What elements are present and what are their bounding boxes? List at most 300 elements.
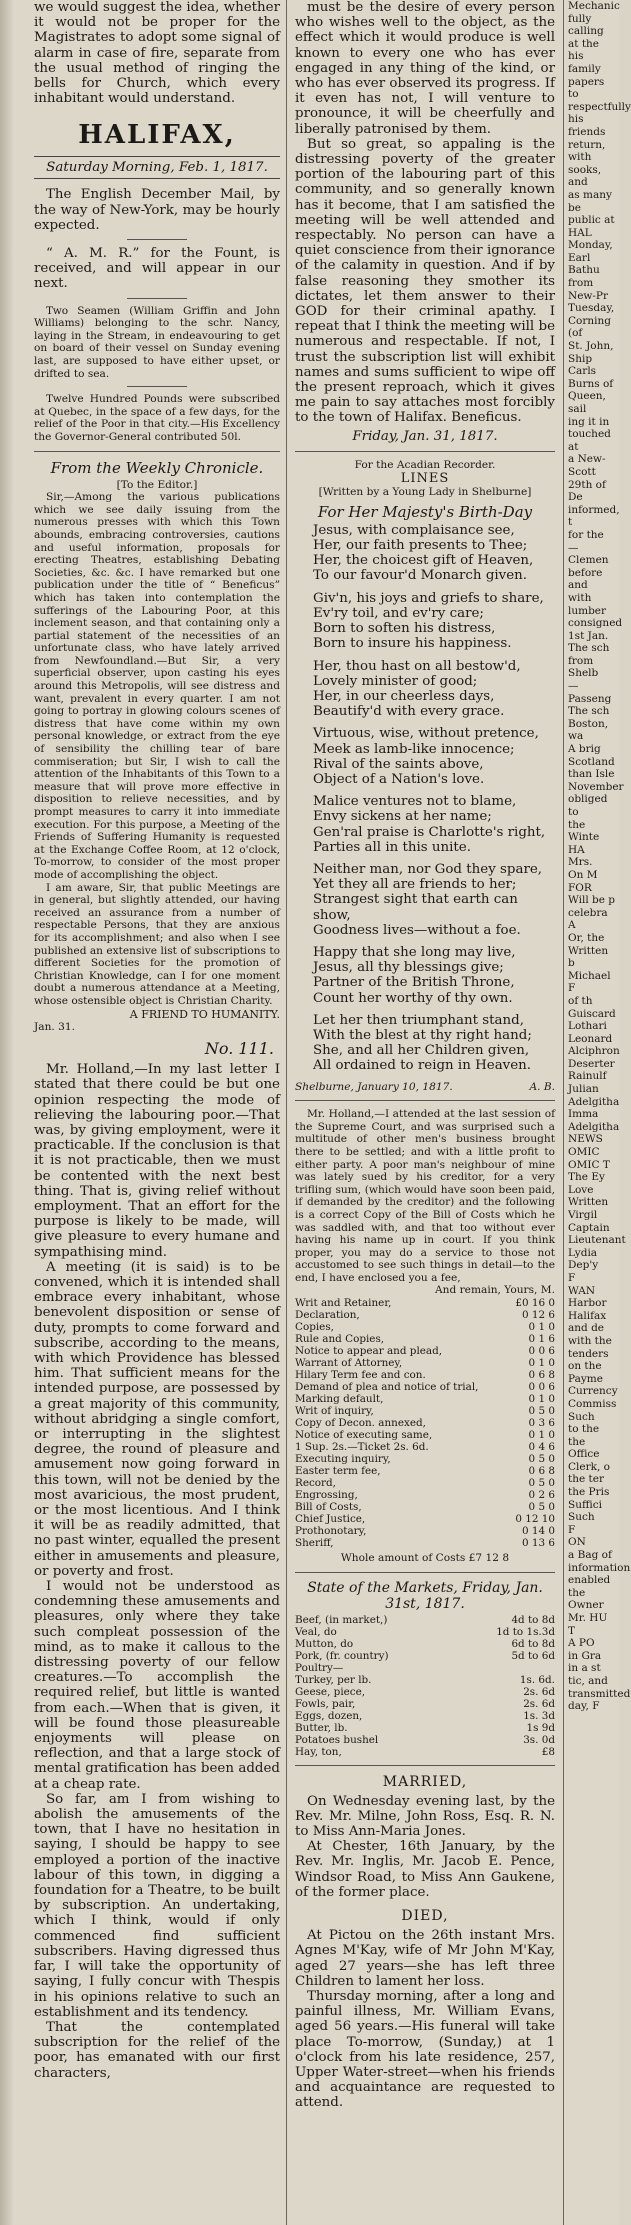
bill-row xyxy=(295,1405,555,1417)
divider xyxy=(127,298,187,299)
fragment-line: with the xyxy=(568,1334,612,1347)
fragment-line: Julian xyxy=(568,1083,599,1096)
market-item: Veal, do xyxy=(295,1625,337,1638)
weekly-signature: A FRIEND TO HUMANITY. xyxy=(129,1007,280,1021)
fragment-line: the Pris xyxy=(568,1486,610,1499)
fragment-line: Clerk, o xyxy=(568,1460,610,1473)
market-price xyxy=(455,1662,555,1674)
bill-item: Notice of executing same, xyxy=(295,1429,433,1442)
died-entry: Thursday morning, after a long and painful illness, Mr. William Evans, aged 56 years.—His funeral will take place To-morrow, (Sunday,) at 1 o'clock from his late residence, 257, Upper Water-street—when his friends and acquaintance are requested to attend. xyxy=(295,1988,555,2111)
fragment-line: ing it in xyxy=(568,415,610,428)
bill-row xyxy=(295,1501,555,1513)
bill-item: Notice to appear and plead, xyxy=(295,1345,443,1358)
fragment-line: consigned xyxy=(568,617,623,630)
bill-item: Rule and Copies, xyxy=(295,1333,385,1346)
bill-row xyxy=(295,1333,555,1345)
fragment-line: sooks, and xyxy=(568,163,602,189)
bill-item: Hilary Term fee and con. xyxy=(295,1369,426,1382)
bill-row xyxy=(295,1429,555,1441)
bill-row xyxy=(295,1321,555,1333)
fragment-line: Lothari xyxy=(568,1020,607,1033)
bill-row xyxy=(295,1309,555,1321)
fragment-line: HA xyxy=(568,843,585,856)
letter-paragraph: I would not be understood as condemning these amusements and pleasures, only where they take such compleat possession of the mind, as to make it callous to the distressing poverty of our fellow creatures.—To accomplish the required relief, but little is wanted from each.—When that is given, it will be found those pleasureable enjoyments will please on reflection, and that a large stock of mental gratification has been added at a cheap rate. xyxy=(34,1579,280,1792)
bill-amount: 0 12 6 xyxy=(521,1309,555,1322)
married-list xyxy=(295,1794,555,1900)
bill-item: Record, xyxy=(295,1477,336,1490)
divider xyxy=(295,1100,555,1101)
fragment-line: Harbor xyxy=(568,1297,607,1310)
fragment-line: return, with xyxy=(568,138,606,164)
bill-amount: 0 2 6 xyxy=(528,1489,555,1502)
bill-row xyxy=(295,1537,555,1549)
fragment-line: in Gra xyxy=(568,1649,602,1662)
market-item: Beef, (in market,) xyxy=(295,1613,388,1626)
divider xyxy=(295,451,555,452)
bill-item: Copies, xyxy=(295,1321,334,1334)
poem-stanza xyxy=(313,794,555,855)
market-item: Hay, ton, xyxy=(295,1745,342,1758)
bill-closing: And remain, Yours, M. xyxy=(435,1284,555,1297)
fragment-line: Alciphron xyxy=(568,1045,620,1058)
fragment-line: OMIC T xyxy=(568,1158,610,1171)
fragment-line: A PO xyxy=(568,1637,595,1650)
bill-amount: 0 1 0 xyxy=(528,1357,555,1370)
bill-item: Chief Justice, xyxy=(295,1513,366,1526)
beneficus-date: Friday, Jan. 31, 1817. xyxy=(352,428,498,444)
fragment-line: fully xyxy=(568,12,592,25)
poem-line: Lovely minister of good; xyxy=(313,673,478,689)
fragment-line: A xyxy=(568,919,576,932)
died-title: DIED, xyxy=(401,1908,449,1925)
fragment-line: Halifax xyxy=(568,1309,607,1322)
fragment-line: Earl Bathu xyxy=(568,251,600,277)
poem-stanza xyxy=(313,862,555,938)
market-price: 1d to 1s.3d xyxy=(496,1625,555,1638)
died-list xyxy=(295,1928,555,2110)
fragment-line: from New-Pr xyxy=(568,277,609,302)
bill-amount: £0 16 0 xyxy=(515,1297,555,1310)
column-rule xyxy=(563,0,564,2225)
bill-amount: 0 1 6 xyxy=(528,1333,555,1346)
fragment-line: On M xyxy=(568,868,598,881)
market-price: 3s. 0d xyxy=(523,1733,555,1746)
seamen-notice: Two Seamen (William Griffin and John Williams) belonging to the schr. Nancy, laying in the Stream, in endeavouring to get on board of their vessel on Sunday evening last, are supposed to have either upset, or drifted to sea. xyxy=(34,304,280,380)
poem-line: Object of a Nation's love. xyxy=(313,771,485,787)
letter-paragraph: That the contemplated subscription for the relief of the poor, has emanated with our first characters, xyxy=(34,2019,280,2081)
weekly-letter-body-2: I am aware, Sir, that public Meetings are in general, but slightly attended, our having received an assurance from a number of respectable Persons, that they are anxious for its accomplishment; and also when I see published an extensive list of subscriptions to different Societies for the promotion of Christian Knowledge, can I for one moment doubt a numerous attendance at a Meeting, whose ostensible object is Christian Charity. xyxy=(34,881,280,1007)
poem-line: Parties all in this unite. xyxy=(313,839,471,855)
fragment-line: FOR xyxy=(568,881,592,894)
poem-line: Count her worthy of thy own. xyxy=(313,990,513,1006)
market-row xyxy=(295,1734,555,1746)
fragment-line: informed, t xyxy=(568,503,620,529)
poem-line: To our favour'd Monarch given. xyxy=(313,568,528,584)
bill-row xyxy=(295,1369,555,1381)
fragment-line: and de xyxy=(568,1322,605,1335)
married-entry: At Chester, 16th January, by the Rev. Mr. Inglis, Mr. Jacob E. Pence, Windsor Road, to Miss Ann Gaukene, of the former place. xyxy=(295,1839,555,1900)
fragment-line: Rainulf xyxy=(568,1070,607,1083)
market-row xyxy=(295,1662,555,1674)
market-price: 1s. 3d xyxy=(523,1709,555,1722)
market-item: Poultry— xyxy=(295,1661,344,1674)
poem-line: With the blest at thy right hand; xyxy=(313,1027,532,1043)
poem-line: Jesus, with complaisance see, xyxy=(313,522,515,538)
fragment-line: 1st Jan. xyxy=(568,629,609,642)
poem-stanza xyxy=(313,523,555,584)
market-item: Eggs, dozen, xyxy=(295,1709,363,1722)
poem-line: She, and all her Children given, xyxy=(313,1043,530,1059)
bill-amount: 0 5 0 xyxy=(528,1477,555,1490)
fragment-line: respectfully xyxy=(568,100,631,113)
market-item: Fowls, pair, xyxy=(295,1697,356,1710)
fragment-line: Such xyxy=(568,1511,595,1524)
market-row xyxy=(295,1626,555,1638)
fragment-line: A brig xyxy=(568,743,601,756)
fragment-line: for the xyxy=(568,528,604,541)
market-item: Butter, lb. xyxy=(295,1721,348,1734)
letter-no111 xyxy=(34,1062,280,2081)
poem-place: Shelburne, January 10, 1817. xyxy=(295,1080,453,1093)
fragment-line: The sch xyxy=(568,642,610,655)
fragment-line: NEWS xyxy=(568,1133,603,1146)
divider xyxy=(127,386,187,387)
market-price: 2s. 6d xyxy=(523,1697,555,1710)
bill-item: Executing inquiry, xyxy=(295,1453,391,1466)
markets-table xyxy=(295,1614,555,1758)
poem-line: Happy that she long may live, xyxy=(313,944,516,960)
fragment-line: a Bag of xyxy=(568,1549,612,1562)
poem-stanza xyxy=(313,726,555,787)
poem-line: Let her then triumphant stand, xyxy=(313,1012,524,1028)
poem-line: Her, the choicest gift of Heaven, xyxy=(313,553,534,569)
fragment-line: in a st xyxy=(568,1662,601,1675)
fragment-line: Mechanic xyxy=(568,0,620,12)
poem-line: Yet they all are friends to her; xyxy=(313,877,517,893)
market-price: 2s. 6d xyxy=(523,1685,555,1698)
poem-line: Partner of the British Throne, xyxy=(313,975,515,991)
divider xyxy=(127,239,187,240)
column-rule xyxy=(286,0,287,2225)
fragment-line: Scotland xyxy=(568,755,615,768)
lines-byline: [Written by a Young Lady in Shelburne] xyxy=(318,486,532,499)
masthead: HALIFAX, xyxy=(78,120,236,151)
market-item: Potatoes bushel xyxy=(295,1733,379,1746)
bill-row xyxy=(295,1381,555,1393)
bill-total: Whole amount of Costs £7 12 8 xyxy=(340,1552,510,1565)
bill-item: Bill of Costs, xyxy=(295,1501,362,1514)
poem-line: Malice ventures not to blame, xyxy=(313,794,517,810)
bill-item: Marking default, xyxy=(295,1393,384,1406)
bill-amount: 0 0 6 xyxy=(528,1381,555,1394)
fragment-line: the Office xyxy=(568,1435,600,1461)
beneficus-paragraph: But so great, so appaling is the distressing poverty of the greater portion of the labouring part of this community, and so generally known has it become, that I am satisfied the meeting will be well attended and respectably. No person can have a quiet conscience from their ignorance of the calamity in question. And if by false reasoning they smother its dictates, let them answer to their GOD for their criminal apathy. I repeat that I think the meeting will be numerous and respectable. If not, I trust the subscription list will exhibit names and sums sufficient to wipe off the present reproach, which it gives me pain to say attaches most forcibly to the town of Halifax. Beneficus. xyxy=(295,136,555,426)
fragment-line: than Isle xyxy=(568,768,615,781)
fragment-line: Lieutenant xyxy=(568,1234,626,1247)
lines-title: LINES xyxy=(400,471,450,487)
font-notice: “ A. M. R.” for the Fount, is received, and will appear in our next. xyxy=(34,246,280,292)
bill-row xyxy=(295,1465,555,1477)
fragment-line: —Passeng xyxy=(568,680,612,705)
bill-amount: 0 12 10 xyxy=(515,1513,555,1526)
bill-item: Engrossing, xyxy=(295,1489,358,1502)
fragment-line: Adelgitha xyxy=(568,1120,620,1133)
poem-line: Goodness lives—without a foe. xyxy=(313,922,521,938)
fragment-line: Ship Carls xyxy=(568,352,597,378)
fragment-line: tenders xyxy=(568,1347,609,1360)
bill-of-costs xyxy=(295,1297,555,1549)
fragment-line: Mr. HU xyxy=(568,1612,608,1624)
fragment-line: Dep'y xyxy=(568,1259,599,1272)
fragment-line: Burns of xyxy=(568,377,614,390)
fragment-line: Deserter xyxy=(568,1057,615,1070)
bill-item: Writ and Retainer, xyxy=(295,1297,392,1310)
market-row xyxy=(295,1686,555,1698)
fragment-line: Written xyxy=(568,1196,609,1209)
bill-amount: 0 6 8 xyxy=(528,1369,555,1382)
fragment-line: with lumber xyxy=(568,591,607,617)
market-item: Mutton, do xyxy=(295,1637,354,1650)
fragment-line: obliged to xyxy=(568,793,608,818)
bill-amount: 0 1 0 xyxy=(528,1429,555,1442)
married-entry: On Wednesday evening last, by the Rev. Mr. Milne, John Ross, Esq. R. N. to Miss Ann-Maria Jones. xyxy=(295,1793,555,1840)
fragment-line: The Ey xyxy=(568,1171,605,1184)
fragment-line: Or, the xyxy=(568,931,605,944)
market-item: Pork, (fr. country) xyxy=(295,1649,389,1662)
bill-item: Writ of inquiry, xyxy=(295,1405,374,1418)
column-middle xyxy=(289,0,561,2225)
fragment-line: public at xyxy=(568,214,615,227)
bill-row xyxy=(295,1357,555,1369)
fragment-line: the Owner xyxy=(568,1586,604,1612)
market-price: 1s 9d xyxy=(526,1721,555,1734)
weekly-letter-body: Sir,—Among the various publications which we see daily issuing from the numerous presses with which this Town abounds, embracing controversies, cautions and useful information, proposals for erecting Theatres, establishing Debating Societies, &c. &c. I have remarked but one publication under the title of “ Beneficus” which has taken into contemplation the sufferings of the Labouring Poor, at this inclement season, and that containing only a partial statement of the necessities of an unfortunate class, who have lately arrived from Newfoundland.—But Sir, a very superficial observer, upon casting his eyes around this Metropolis, will see distress and want, prevalent in every quarter. I am not going to portray in glowing colours scenes of distress that have come within my own personal knowledge, or extract from the eye of sensibility the chilling tear of bare commiseration; but Sir, I wish to call the attention of the Inhabitants of this Town to a measure that will prove more effective in disposition to relieve necessities, and by prompt measures to carry it into immediate execution. For this purpose, a Meeting of the Friends of Suffering Humanity is requested at the Exchange Coffee Room, at 12 o'clock, To-morrow, to consider of the most proper mode of accomplishing the object. xyxy=(34,491,280,881)
bill-row xyxy=(295,1453,555,1465)
bill-item: Warrant of Attorney, xyxy=(295,1357,403,1370)
fragment-line: Monday, xyxy=(568,239,613,252)
markets-title: State of the Markets, Friday, Jan. 31st, 1817. xyxy=(307,1579,543,1612)
poem-line: Virtuous, wise, without pretence, xyxy=(313,726,539,742)
fragment-line: on the xyxy=(568,1360,602,1373)
fragment-line: a New-Scott xyxy=(568,453,606,478)
bill-item: Copy of Decon. annexed, xyxy=(295,1417,426,1430)
bill-row xyxy=(295,1441,555,1453)
poem-initials: A. B. xyxy=(529,1080,555,1093)
bill-item: 1 Sup. 2s.—Ticket 2s. 6d. xyxy=(295,1441,429,1454)
lead-paragraph: we would suggest the idea, whether it would not be proper for the Magistrates to adopt some signal of alarm in case of fire, separate from the usual method of ringing the bells for Church, which every inhabitant would understand. xyxy=(34,0,280,107)
fragment-line: HAL xyxy=(568,226,592,239)
poem-stanza xyxy=(313,1013,555,1074)
fragment-line: Will be p xyxy=(568,894,616,907)
fragment-line: Boston, wa xyxy=(568,717,609,743)
poem-stanza xyxy=(313,591,555,652)
bill-item: Easter term fee, xyxy=(295,1465,381,1478)
bill-row xyxy=(295,1477,555,1489)
fragment-line: before and xyxy=(568,566,603,592)
weekly-to-editor: [To the Editor.] xyxy=(116,478,198,491)
letter-paragraph: Mr. Holland,—In my last letter I stated that there could be but one opinion respecting the mode of relieving the labouring poor.—That was, by giving employment, were it practicable. If the conclusion is that it is not practicable, then we must be contented with the next best thing. That is, giving relief without employment. That an effort for the purpose is likely to be made, will give pleasure to every humane and sympathising mind. xyxy=(34,1062,280,1260)
poem-line: Envy sickens at her name; xyxy=(313,809,492,825)
quebec-notice: Twelve Hundred Pounds were subscribed at Quebec, in the space of a few days, for the relief of the Poor in that city.—His Excellency the Governor-General contributed 50l. xyxy=(34,393,280,443)
fragment-line: transmitted xyxy=(568,1687,631,1700)
fragment-line: papers to xyxy=(568,75,605,101)
market-row xyxy=(295,1674,555,1686)
fragment-line: his friends xyxy=(568,113,606,138)
fragment-line: Corning (of xyxy=(568,314,611,340)
market-item: Turkey, per lb. xyxy=(295,1673,372,1686)
market-row xyxy=(295,1650,555,1662)
bill-row xyxy=(295,1393,555,1405)
fragment-line: Adelgitha xyxy=(568,1095,620,1108)
market-row xyxy=(295,1746,555,1758)
letter-number: No. 111. xyxy=(204,1039,274,1059)
poem xyxy=(295,523,555,1074)
bill-amount: 0 5 0 xyxy=(528,1501,555,1514)
fragment-line: information xyxy=(568,1561,631,1574)
fragment-line: tic, and xyxy=(568,1674,608,1687)
fragment-line: Commiss xyxy=(568,1397,617,1410)
column-right-fragment xyxy=(566,0,631,2225)
dateline: Saturday Morning, Feb. 1, 1817. xyxy=(34,156,280,179)
bill-amount: 0 3 6 xyxy=(528,1417,555,1430)
fragment-line: Leonard xyxy=(568,1032,613,1045)
fragment-line: F xyxy=(568,1271,576,1284)
fragment-line: Virgil xyxy=(568,1209,598,1221)
market-row xyxy=(295,1722,555,1734)
fragment-line: to the xyxy=(568,1423,600,1436)
market-price: 5d to 6d xyxy=(511,1649,555,1662)
weekly-date: Jan. 31. xyxy=(34,1020,75,1033)
market-price: 6d to 8d xyxy=(511,1637,555,1650)
lines-for: For the Acadian Recorder. xyxy=(354,458,496,471)
bill-row xyxy=(295,1489,555,1501)
bill-row xyxy=(295,1525,555,1537)
bill-row xyxy=(295,1513,555,1525)
fragment-line: Guiscard xyxy=(568,1007,616,1020)
market-row xyxy=(295,1614,555,1626)
died-entry: At Pictou on the 26th instant Mrs. Agnes M'Kay, wife of Mr John M'Kay, aged 27 years—she has left three Children to lament her loss. xyxy=(295,1928,555,1989)
poem-line: Ev'ry toil, and ev'ry care; xyxy=(313,605,484,621)
poem-stanza xyxy=(313,659,555,720)
poem-line: Born to soften his distress, xyxy=(313,621,496,637)
fragment-line: WAN xyxy=(568,1284,596,1297)
poem-line: Strangest sight that earth can show, xyxy=(313,892,518,923)
poem-line: Rival of the saints above, xyxy=(313,756,484,772)
fragment-line: Queen, sail xyxy=(568,390,606,415)
market-row xyxy=(295,1638,555,1650)
bill-amount: 0 13 6 xyxy=(521,1537,555,1550)
poem-stanza xyxy=(313,945,555,1006)
fragment-line: his family xyxy=(568,50,601,75)
poem-line: Her, in our cheerless days, xyxy=(313,688,495,704)
fragment-line: Such xyxy=(568,1410,595,1423)
beneficus-paragraph: must be the desire of every person who wishes well to the object, as the effect which it would produce is well known to every one who has ever engaged in any thing of the kind, or who has ever observed its progress. If it even has not, I will venture to pronounce, it will be cheerfully and liberally patronised by them. xyxy=(295,0,555,137)
fragment-line: Michael F xyxy=(568,969,611,995)
mail-notice: The English December Mail, by the way of New-York, may be hourly expected. xyxy=(34,187,280,233)
fragment-line: touched at xyxy=(568,428,611,453)
fragment-line: day, F xyxy=(568,1700,600,1713)
fragment-line: the Winte xyxy=(568,818,600,844)
column-left xyxy=(0,0,284,2225)
market-row xyxy=(295,1710,555,1722)
fragment-line: Captain xyxy=(568,1221,610,1234)
bill-amount: 0 0 6 xyxy=(528,1345,555,1358)
fragment-line: F xyxy=(568,1523,576,1536)
bill-amount: 0 1 0 xyxy=(528,1393,555,1406)
fragment-line: The sch xyxy=(568,705,610,718)
fragment-line: of th xyxy=(568,994,593,1007)
fragment-line: the ter xyxy=(568,1473,604,1486)
poem-line: Her, thou hast on all bestow'd, xyxy=(313,658,521,674)
divider xyxy=(34,451,280,452)
fragment-line: T xyxy=(568,1624,576,1637)
fragment-line: Love xyxy=(568,1183,594,1196)
poem-line: Neither man, nor God they spare, xyxy=(313,861,543,877)
bill-amount: 0 4 6 xyxy=(528,1441,555,1454)
bill-item: Declaration, xyxy=(295,1309,360,1322)
fragment-line: Written b xyxy=(568,944,609,970)
fragment-line: calling at the xyxy=(568,25,604,50)
weekly-title: From the Weekly Chronicle. xyxy=(50,458,264,477)
fragment-line: Suffici xyxy=(568,1498,603,1511)
fragment-line: ON xyxy=(568,1536,586,1549)
fragment-line: celebra xyxy=(568,906,608,919)
market-price: £8 xyxy=(541,1745,555,1758)
poem-line: All ordained to reign in Heaven. xyxy=(313,1058,532,1074)
market-price: 1s. 6d. xyxy=(519,1673,555,1686)
letter-paragraph: A meeting (it is said) is to be convened, which it is intended shall embrace every inhabitant, whose benevolent disposition or sense of duty, prompts to come forward and subscribe, according to the means, with which Providence has blessed him. That sufficient means for the intended purpose, are possessed by a great majority of this community, without abridging a single comfort, or interrupting in the slightest degree, the round of pleasure and amusement now going forward in this town, will not be denied by the most avaricious, the most prudent, or the most licentious. And I think it will be as readily admitted, that no past winter, equalled the present either in amusements and pleasure, or poverty and frost. xyxy=(34,1259,280,1579)
lines-subtitle: For Her Majesty's Birth-Day xyxy=(317,502,533,521)
poem-line: Beautify'd with every grace. xyxy=(313,704,505,720)
fragment-line: Tuesday, xyxy=(568,302,615,315)
fragment-line: November xyxy=(568,780,624,793)
fragment-line: from Shelb xyxy=(568,654,599,680)
bill-amount: 0 6 8 xyxy=(528,1465,555,1478)
bill-row xyxy=(295,1345,555,1357)
bill-amount: 0 5 0 xyxy=(528,1405,555,1418)
fragment-line: Mrs. xyxy=(568,856,593,869)
poem-line: Jesus, all thy blessings give; xyxy=(313,960,504,976)
divider xyxy=(295,1572,555,1573)
market-price: 4d to 8d xyxy=(511,1613,555,1626)
market-item: Geese, piece, xyxy=(295,1685,366,1698)
fragment-line: enabled xyxy=(568,1574,611,1587)
fragment-line: 29th of De xyxy=(568,478,606,504)
bill-amount: 0 14 0 xyxy=(521,1525,555,1538)
poem-line: Giv'n, his joys and griefs to share, xyxy=(313,590,544,606)
bill-amount: 0 5 0 xyxy=(528,1453,555,1466)
married-title: MARRIED, xyxy=(382,1773,468,1790)
poem-line: Her, our faith presents to Thee; xyxy=(313,538,528,554)
poem-line: Born to insure his happiness. xyxy=(313,636,512,652)
poem-line: Gen'ral praise is Charlotte's right, xyxy=(313,824,546,840)
bill-amount: 0 1 0 xyxy=(528,1321,555,1334)
letter-paragraph: So far, am I from wishing to abolish the amusements of the town, that I have no hesitation in saying, I should be happy to see employed a portion of the inactive labour of this town, in digging a foundation for a Theatre, to be built by subscription. An undertaking, which I think, would if only commenced find sufficient subscribers. Having digressed thus far, I will take the opportunity of saying, I fully concur with Thespis in his opinions relative to such an establishment and its tendency. xyxy=(34,1791,280,2020)
fragment-line: St. John, xyxy=(568,340,614,353)
bill-intro: Mr. Holland,—I attended at the last session of the Supreme Court, and was surprised such a multitude of other men's business brought there to be settled; and with a little profit to either party. A poor man's neighbour of mine was lately sued by his creditor, for a very trifling sum, (which would have soon been paid, if demanded by the creditor) and the following is a correct Copy of the Bill of Costs which he was saddled with, and that too without ever having his name up in court. If you think proper, you may do a service to those not accustomed to see such things in detail—to the end, I have enclosed you a fee, xyxy=(295,1108,555,1284)
fragment-line: OMIC xyxy=(568,1146,600,1159)
beneficus-continuation xyxy=(295,0,555,426)
fragment-line: Currency xyxy=(568,1385,618,1398)
bill-item: Sheriff, xyxy=(295,1537,334,1550)
bill-row xyxy=(295,1417,555,1429)
bill-row xyxy=(295,1297,555,1309)
poem-line: Meek as lamb-like innocence; xyxy=(313,741,515,757)
bill-item: Prothonotary, xyxy=(295,1525,367,1538)
bill-item: Demand of plea and notice of trial, xyxy=(295,1381,479,1394)
fragment-line: Imma xyxy=(568,1108,599,1121)
fragment-line: as many be xyxy=(568,188,612,214)
